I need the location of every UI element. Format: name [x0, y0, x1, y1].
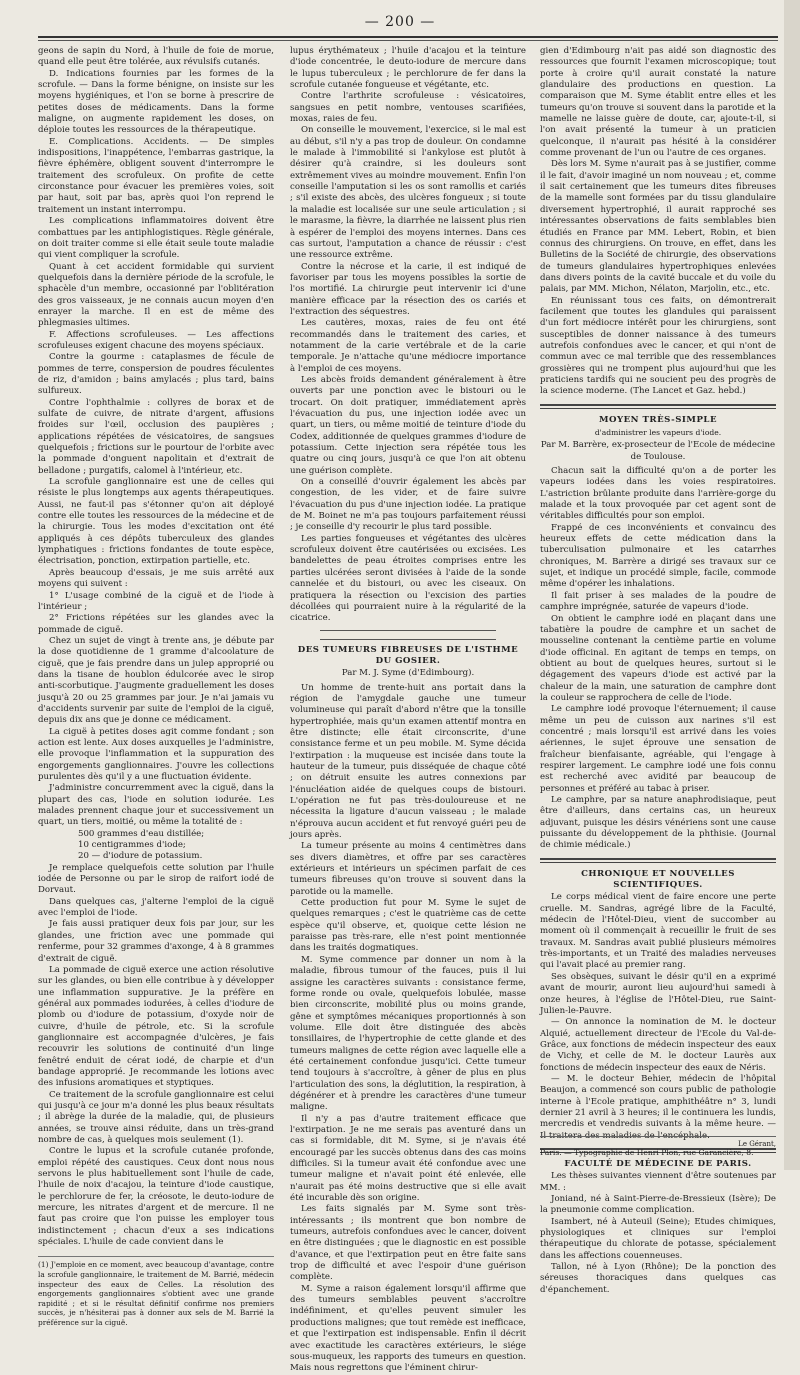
paragraph: Il n'y a pas d'autre traitement efficace que l'extirpation. Je ne me serais pas aventuré dans un cas si formidable, dit M. Syme, si je n'avais été encouragé par les succès obtenus dans des cas moins difficiles. Si la tumeur avait été confondue avec une tumeur maligne et n'avait point été enlevée, elle n'aurait pas été moins destructive que si elle avait été incurable dès son origine. [290, 1113, 526, 1204]
paragraph: On conseille le mouvement, l'exercice, si le mal est au début, s'il n'y a pas trop de douleur. On condamne le malade à l'immobilité si l'ankylose est plutôt à désirer qu'à craindre, si les douleurs sont extrêmement vives au moindre mouvement. Enfin l'on conseille l'amputation si les os sont ramollis et cariés ; s'il existe des abcès, des ulcères fongueux ; si toute la maladie est localisée sur une seule articulation ; si le marasme, la fièvre, la diarrhée ne laissent plus rien à espérer de l'emploi des moyens internes. Dans ces cas surtout, l'amputation a chance de réussir : c'est une ressource extrême. [290, 125, 526, 261]
paragraph: J'administre concurremment avec la ciguë, dans la plupart des cas, l'iode en solution iodurée. Les malades prennent chaque jour et successivement un quart, un tiers, moitié, ou même la totalité de : [38, 783, 274, 828]
list-item: 1° L'usage combiné de la ciguë et de l'iode à l'intérieur ; [38, 590, 274, 612]
paragraph: Les faits signalés par M. Syme sont très-intéressants ; ils montrent que bon nombre de tumeurs, autrefois confondues avec le cancer, doivent en être distinguées ; que le diagnostic en est possible d'avance, et que l'extirpation peut en être faite sans trop de difficulté et avec l'espoir d'une guérison complète. [290, 1204, 526, 1283]
section-rule [540, 858, 776, 863]
paragraph: Le corps médical vient de faire encore une perte cruelle. M. Sandras, agrégé libre de la Faculté, médecin de l'Hôtel-Dieu, vient de succomber au moment où il commençait à recueillir le fruit de ses travaux. M. Sandras avait publié plusieurs mémoires très-importants, et un Traité des maladies nerveuses qui l'avait placé au premier rang. [540, 892, 776, 971]
printer-line: Paris. — Typographie de Henri Plon, rue Garancière, 8. [540, 1148, 754, 1157]
list-item: Joniand, né à Saint-Pierre-de-Bressieux (Isère); De la pneumonie comme complication. [540, 1194, 776, 1216]
column-1 [38, 46, 274, 1327]
paragraph: Dès lors M. Syme n'aurait pas à se justifier, comme il le fait, d'avoir imaginé un nom nouveau ; et, comme il sait certainement que les tumeurs dites fibreuses de la mamelle sont formées par du tissu glandulaire diversement hypertrophié, il aurait rapproché ses intéressantes observations de faits semblables bien étudiés en France par MM. Lebert, Robin, et bien connus des chirurgiens. On trouve, en effet, dans les Bulletins de la Société de chirurgie, des observations de tumeurs glandulaires hypertrophiques enlevées dans divers points de la cavité buccale et du voile du palais, par MM. Michon, Nélaton, Marjolin, etc., etc. [540, 159, 776, 295]
paragraph: D. Indications fournies par les formes de la scrofule. — Dans la forme bénigne, on insiste sur les moyens hygiéniques, et l'on se borne à prescrire de petites doses de médicaments. Dans la forme maligne, on augmente rapidement les doses, on déploie toutes les ressources de la thérapeutique. [38, 68, 274, 136]
paragraph: Chez un sujet de vingt à trente ans, je débute par la dose quotidienne de 1 gramme d'alcoolature de ciguë, que je fais prendre dans un julep approprié ou dans la tisane de houblon édulcorée avec le sirop anti-scorbutique. J'augmente graduellement les doses jusqu'à 20 ou 25 grammes par jour. Je n'ai jamais vu d'accidents survenir par suite de l'emploi de la ciguë, depuis dix ans que je donne ce médicament. [38, 635, 274, 726]
paragraph: Cette production fut pour M. Syme le sujet de quelques remarques ; c'est le quatrième cas de cette espèce qu'il observe, et, quoique cette lésion ne paraisse pas très-rare, elle n'est point mentionnée dans les traités dogmatiques. [290, 898, 526, 954]
footnote: (1) J'emploie en ce moment, avec beaucoup d'avantage, contre la scrofule ganglionnaire, le traitement de M. Barrié, médecin inspecteur des eaux de Celles. La résolution des engorgements ganglionnaires s'obtient avec une grande rapidité ; et si le résultat définitif confirme nos premiers succès, je n'hésiterai pas à donner aux sels de M. Barrié la préférence sur la ciguë. [38, 1256, 274, 1327]
paragraph: gien d'Edimbourg n'ait pas aidé son diagnostic des ressources que fournit l'examen microscopique; tout porte à croire qu'il aurait constaté la nature glandulaire des productions en question. La comparaison que M. Syme établit entre elles et les tumeurs qu'on trouve si souvent dans la parotide et la mamelle ne laisse guère de doute, car, ajoute-t-il, si l'on avait présenté la tumeur à un praticien quelconque, il n'aurait pas hésité à la considérer comme provenant de l'un ou l'autre de ces organes. [540, 46, 776, 159]
imprint [540, 1136, 776, 1157]
article-author: Par M. Barrère, ex-prosecteur de l'Ecole de médecine de Toulouse. [540, 440, 776, 462]
paragraph: Le camphre, par sa nature anaphrodisiaque, peut être d'ailleurs, dans certains cas, un heureux adjuvant, puisque les désirs vénériens sont une cause puissante du développement de la phthisie. (Journal de chimie médicale.) [540, 795, 776, 851]
paragraph: Je fais aussi pratiquer deux fois par jour, sur les glandes, une friction avec une pommade qui renferme, pour 32 grammes d'axonge, 4 à 8 grammes d'extrait de ciguë. [38, 919, 274, 964]
article-author: Par M. J. Syme (d'Edimbourg). [341, 668, 475, 679]
paragraph: La pommade de ciguë exerce une action résolutive sur les glandes, ou bien elle contribue à y développer une inflammation suppurative. Je la préfère en général aux pommades iodurées, à celles d'iodure de plomb ou d'iodure de potassium, d'oxyde noir de cuivre, d'huile de pétrole, etc. Si la scrofule ganglionnaire est accompagnée d'ulcères, je fais recouvrir les solutions de continuité d'un linge fenêtré enduit de cérat iodé, de charpie et d'un bandage approprié. Je recommande les lotions avec des infusions aromatiques et styptiques. [38, 964, 274, 1089]
paragraph: Contre la gourme : cataplasmes de fécule de pommes de terre, conspersion de poudres féculentes de riz, d'amidon ; bains amylacés ; plus tard, bains sulfureux. [38, 352, 274, 397]
paragraph: Dans quelques cas, j'alterne l'emploi de la ciguë avec l'emploi de l'iode. [38, 896, 274, 919]
paragraph: Frappé de ces inconvénients et convaincu des heureux effets de cette médication dans la tuberculisation pulmonaire et les catarrhes chroniques, M. Barrère a dirigé ses travaux sur ce sujet, et indique un procédé simple, facile, commode même d'opérer les inhalations. [540, 522, 776, 590]
column-3 [540, 46, 776, 1295]
paragraph: Après beaucoup d'essais, je me suis arrêté aux moyens qui suivent : [38, 567, 274, 590]
list-item: 2° Frictions répétées sur les glandes avec la pommade de ciguë. [38, 613, 274, 635]
article-heading: MOYEN TRÈS-SIMPLE [599, 414, 717, 425]
page-edge [784, 0, 800, 1170]
manager-signature: Le Gérant, [738, 1140, 776, 1148]
paragraph: Je remplace quelquefois cette solution par l'huile iodée de Personne ou par le sirop de raifort iodé de Dorvaut. [38, 862, 274, 896]
paragraph: Contre l'arthrite scrofuleuse : vésicatoires, sangsues en petit nombre, ventouses scarifiées, moxas, raies de feu. [290, 91, 526, 125]
paragraph: Ce traitement de la scrofule ganglionnaire est celui qui jusqu'à ce jour m'a donné les plus beaux résultats ; il abrège la durée de la maladie, qui, de plusieurs années, se trouve ainsi réduite, dans un très-grand nombre de cas, à quelques mois seulement (1). [38, 1089, 274, 1145]
section-heading: FACULTÉ DE MÉDECINE DE PARIS. [564, 1158, 752, 1169]
section-ornament [320, 630, 496, 640]
article-heading: DES TUMEURS FIBREUSES DE L'ISTHME DU GOSIER. [297, 644, 519, 666]
column-2 [290, 46, 526, 1374]
paragraph: Les abcès froids demandent généralement à être ouverts par une ponction avec le bistouri ou le trocart. On doit pratiquer, immédiatement après l'évacuation du pus, une injection iodée avec un quart, un tiers, ou même moitié de teinture d'iode du Codex, additionnée de quelques grammes d'iodure de potassium. Cette injection sera répétée tous les quatre ou cinq jours, jusqu'à ce que l'on ait obtenu une guérison complète. [290, 374, 526, 476]
header-rule [38, 36, 778, 38]
paragraph: F. Affections scrofuleuses. — Les affections scrofuleuses exigent chacune des moyens spéciaux. [38, 329, 274, 351]
list-item: Tallon, né à Lyon (Rhône); De la ponction des séreuses thoraciques dans quelques cas d'épanchement. [540, 1262, 776, 1295]
paragraph: Les cautères, moxas, raies de feu ont été recommandés dans le traitement des caries, et notamment de la carie vertébrale et de la carie temporale. Je n'attache qu'une médiocre importance à l'emploi de ces moyens. [290, 318, 526, 374]
formula-line: 10 centigrammes d'iode; [78, 840, 186, 851]
list-item: Isambert, né à Auteuil (Seine); Etudes chimiques, physiologiques et cliniques sur l'emploi thérapeutique du chlorate de potasse, spécialement dans les affections couenneuses. [540, 1216, 776, 1261]
paragraph: La scrofule ganglionnaire est une de celles qui résiste le plus longtemps aux agents thérapeutiques. Aussi, ne faut-il pas s'étonner qu'on ait déployé contre elle toutes les ressources de la médecine et de la chirurgie. Tous les modes d'excitation ont été appliqués à ces dépôts tuberculeux des glandes lymphatiques : frictions fondantes de toute espèce, électrisation, ponction, extirpation partielle, etc. [38, 477, 274, 567]
paragraph: Contre le lupus et la scrofule cutanée profonde, emploi répété des caustiques. Ceux dont nous nous servons le plus habituellement sont l'huile de cade, l'huile de noix d'acajou, la teinture d'iode caustique, le perchlorure de fer, la créosote, le deuto-iodure de mercure, les nitrates d'argent et de mercure. Il ne faut pas croire que l'on puisse les employer tous indistinctement ; chacun d'eux a ses indications spéciales. L'huile de cade convient dans le [38, 1146, 274, 1248]
section-heading: CHRONIQUE ET NOUVELLES SCIENTIFIQUES. [581, 868, 735, 891]
paragraph: Le camphre iodé provoque l'éternuement; il cause même un peu de cuisson aux narines s'il est concentré ; mais lorsqu'il est arrivé dans les voies aériennes, le sujet éprouve une sensation de fraîcheur bienfaisante, agréable, qui l'engage à respirer largement. Le camphre iodé une fois connu est recherché avec avidité par beaucoup de personnes et préféré au tabac à priser. [540, 704, 776, 794]
paragraph: Quant à cet accident formidable qui survient quelquefois dans la dernière période de la scrofule, le sphacèle d'un membre, occasionné par l'oblitération des gros vaisseaux, je ne connais aucun moyen d'en enrayer la marche. Il en est de même des phlegmasies ultimes. [38, 261, 274, 329]
paragraph: Les parties fongueuses et végétantes des ulcères scrofuleux doivent être cautérisées ou excisées. Les bandelettes de peau étroites comprises entre les parties ulcérées seront divisées à l'aide de la sonde cannelée et du bistouri, ou avec les ciseaux. On pratiquera la résection ou l'excision des parties décollées qui pourraient nuire à la régularité de la cicatrice. [290, 533, 526, 624]
paragraph: Ses obsèques, suivant le désir qu'il en a exprimé avant de mourir, auront lieu aujourd'hui samedi à onze heures, à l'église de l'Hôtel-Dieu, rue Saint-Julien-le-Pauvre. [540, 971, 776, 1016]
paragraph: La tumeur présente au moins 4 centimètres dans ses divers diamètres, et offre par ses caractères extérieurs et intérieurs un spécimen parfait de ces tumeurs fibreuses qu'on trouve si souvent dans la parotide ou la mamelle. [290, 841, 526, 897]
paragraph: geons de sapin du Nord, à l'huile de foie de morue, quand elle peut être tolérée, aux révulsifs cutanés. [38, 46, 274, 68]
article-subheading: d'administrer les vapeurs d'iode. [594, 428, 722, 437]
paragraph: Les thèses suivantes viennent d'être soutenues par MM. : [540, 1171, 776, 1193]
paragraph: Un homme de trente-huit ans portait dans la région de l'amygdale gauche une tumeur volumineuse qui paraît d'abord n'être que la tonsille hypertrophiée, mais qu'un examen attentif montra en être distincte; elle était circonscrite, d'une consistance ferme et un peu mobile. M. Syme décida l'extirpation : la muqueuse est incisée dans toute la hauteur de la tumeur, puis disséquée de chaque côté ; on détruit ensuite les autres connexions par l'énucléation aidée de quelques coups de bistouri. L'opération ne fut pas très-douloureuse et ne nécessita la ligature d'aucun vaisseau ; le malade n'éprouva aucun accident et fut renvoyé guéri peu de jours après. [290, 682, 526, 841]
formula-line: 20 — d'iodure de potassium. [78, 851, 203, 862]
paragraph: Contre la nécrose et la carie, il est indiqué de favoriser par tous les moyens possibles la sortie de l'os mortifié. La chirurgie peut intervenir ici d'une manière efficace par la résection des os cariés et l'extraction des séquestres. [290, 261, 526, 317]
paragraph: M. Syme a raison également lorsqu'il affirme que des tumeurs semblables peuvent s'accroître indéfiniment, et qu'elles peuvent simuler les productions malignes; que tout remède est inefficace, et que l'extirpation est indispensable. Enfin il décrit avec exactitude les caractères extérieurs, le siége sous-muqueux, les rapports des tumeurs en question. Mais nous regrettons que l'éminent chirur- [290, 1283, 526, 1374]
section-rule [540, 404, 776, 409]
paragraph: En réunissant tous ces faits, on démontrerait facilement que toutes les glandules qui paraissent d'un fort médiocre intérêt pour les chirurgiens, sont susceptibles de donner naissance à des tumeurs autrefois confondues avec le cancer, et qui n'ont de commun avec ce mal terrible que des ressemblances grossières qui ne trompent plus aujourd'hui que les praticiens tardifs qui ne soucient peu des progrès de la science moderne. (The Lancet et Gaz. hebd.) [540, 295, 776, 397]
paragraph: — On annonce la nomination de M. le docteur Alquié, actuellement directeur de l'Ecole du Val-de-Grâce, aux fonctions de médecin inspecteur des eaux de Vichy, et celle de M. le docteur Laurès aux fonctions de médecin inspecteur des eaux de Néris. [540, 1017, 776, 1073]
paragraph: On obtient le camphre iodé en plaçant dans une tabatière la poudre de camphre et un sachet de mousseline contenant la centième partie en volume d'iode officinal. En agitant de temps en temps, on obtient au bout de quelques heures, surtout si le dégagement des vapeurs d'iode est activé par la chaleur de la main, une saturation de camphre dont la couleur se rapprochera de celle de l'iode. [540, 613, 776, 703]
paragraph: Chacun sait la difficulté qu'on a de porter les vapeurs iodées dans les voies respiratoires. L'astriction brûlante produite dans l'arrière-gorge du malade et la toux provoquée par cet agent sont de véritables difficultés pour son emploi. [540, 466, 776, 522]
paragraph: Contre l'ophthalmie : collyres de borax et de sulfate de cuivre, de nitrate d'argent, affusions froides sur l'œil, occlusion des paupières ; applications répétées de vésicatoires, de sangsues quelquefois ; frictions sur le pourtour de l'orbite avec la pommade d'onguent napolitain et d'extrait de belladone ; purgatifs, calomel à l'intérieur, etc. [38, 397, 274, 476]
paragraph: E. Complications. Accidents. — De simples indispositions, l'inappétence, l'embarras gastrique, la fièvre éphémère, obligent souvent d'interrompre le traitement des scrofuleux. On profite de cette circonstance pour évacuer les premières voies, soit par haut, soit par bas, après quoi l'on reprend le traitement un instant interrompu. [38, 136, 274, 215]
formula-line: 500 grammes d'eau distillée; [78, 828, 205, 839]
paragraph: Il fait priser à ses malades de la poudre de camphre imprégnée, saturée de vapeurs d'iode. [540, 590, 776, 613]
paragraph: La ciguë à petites doses agit comme fondant ; son action est lente. Aux doses auxquelles je l'administre, elle provoque l'inflammation et la suppuration des engorgements ganglionnaires. J'ouvre les collections purulentes dès qu'il y a une fluctuation évidente. [38, 726, 274, 782]
paragraph: On a conseillé d'ouvrir également les abcès par congestion, de les vider, et de faire suivre l'évacuation du pus d'une injection iodée. La pratique de M. Boinet ne m'a pas toujours parfaitement réussi ; je conseille d'y recourir le plus tard possible. [290, 477, 526, 533]
paragraph: M. Syme commence par donner un nom à la maladie, fibrous tumour of the fauces, puis il lui assigne les caractères suivants : consistance ferme, forme ronde ou ovale, quelquefois lobulée, masse bien circonscrite, mobilité plus ou moins grande, gêne et symptômes mécaniques proportionnés à son volume. Elle doit être distinguée des abcès tonsillaires, de l'hypertrophie de cette glande et des tumeurs malignes de cette région avec laquelle elle a été certainement confondue jusqu'ici. Cette tumeur tend toujours à s'accroître, à gêner de plus en plus l'articulation des sons, la déglutition, la respiration, à dégénérer et à prendre les caractères d'une tumeur maligne. [290, 954, 526, 1113]
paragraph: Les complications inflammatoires doivent être combattues par les antiphlogistiques. Règle générale, on doit traiter comme si elle était seule toute maladie qui vient compliquer la scrofule. [38, 216, 274, 261]
paragraph: lupus érythémateux ; l'huile d'acajou et la teinture d'iode concentrée, le deuto-iodure de mercure dans le lupus tuberculeux ; le perchlorure de fer dans la scrofule cutanée fongueuse et végétante, etc. [290, 46, 526, 91]
header-rule-thin [38, 40, 778, 41]
page-number: — 200 — [364, 14, 436, 30]
paragraph: — M. le docteur Behier, médecin de l'hôpital Beaujon, a commencé son cours public de pathologie interne à l'Ecole pratique, amphithéâtre n° 3, lundi dernier 21 avril à 3 heures; il le continuera les lundis, mercredis et vendredis suivants à la même heure. — Il traitera des maladies de l'encéphale. [540, 1073, 776, 1141]
